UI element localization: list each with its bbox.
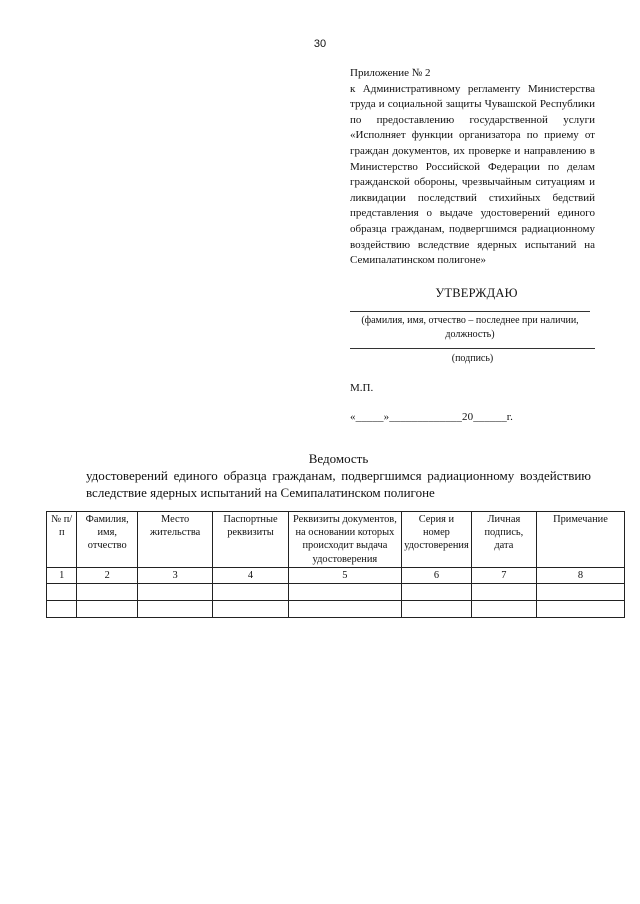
- column-header: Серия и номер удостоверения: [402, 512, 472, 568]
- column-header: Примечание: [536, 512, 624, 568]
- appendix-title: Приложение № 2: [350, 67, 431, 79]
- vedomost-title: Ведомость: [308, 451, 369, 466]
- table-cell: [213, 584, 288, 601]
- column-number: 4: [213, 567, 288, 583]
- table-cell: [137, 584, 212, 601]
- column-header: Реквизиты документов, на основании которых происходит выдача удостоверения: [288, 512, 401, 568]
- table-cell: [402, 584, 472, 601]
- column-number: 1: [47, 567, 77, 583]
- table-cell: [402, 601, 472, 618]
- column-number: 7: [471, 567, 536, 583]
- table-cell: [47, 584, 77, 601]
- name-line: [350, 311, 590, 312]
- table-cell: [288, 601, 401, 618]
- table-cell: [137, 601, 212, 618]
- column-number-row: [47, 567, 625, 583]
- column-number: 2: [77, 567, 138, 583]
- column-number: 3: [137, 567, 212, 583]
- vedomost-heading: [86, 450, 591, 501]
- table-cell: [288, 584, 401, 601]
- vedomost-subtitle: удостоверений единого образца гражданам, подвергшимся радиационному воздействию вследствие ядерных испытаний на Семипалатинском полигоне: [86, 468, 591, 500]
- column-number: 5: [288, 567, 401, 583]
- vedomost-table: [46, 511, 625, 618]
- appendix-block: [350, 66, 595, 269]
- table-cell: [213, 601, 288, 618]
- column-header: Паспортные реквизиты: [213, 512, 288, 568]
- approval-block: [350, 286, 595, 423]
- table-cell: [77, 584, 138, 601]
- table-row: [47, 584, 625, 601]
- table-cell: [47, 601, 77, 618]
- table-cell: [471, 584, 536, 601]
- table-cell: [77, 601, 138, 618]
- table-row: [47, 601, 625, 618]
- column-header: № п/п: [47, 512, 77, 568]
- approval-title: УТВЕРЖДАЮ: [435, 286, 518, 300]
- signature-caption: (подпись): [451, 353, 494, 364]
- column-header: Фамилия, имя, отчество: [77, 512, 138, 568]
- signature-line: [350, 348, 595, 349]
- table-header-row: [47, 512, 625, 568]
- name-caption: (фамилия, имя, отчество – последнее при наличии, должность): [361, 315, 579, 340]
- table-cell: [471, 601, 536, 618]
- column-number: 8: [536, 567, 624, 583]
- table-cell: [536, 584, 624, 601]
- column-header: Личная подпись, дата: [471, 512, 536, 568]
- date-line: «_____»_____________20______г.: [350, 411, 514, 423]
- table-cell: [536, 601, 624, 618]
- appendix-body: к Административному регламенту Министерства труда и социальной защиты Чувашской Республики по предоставлению государственной услуги «Исполняет функции организатора по приему от граждан документов, их проверке и направлению в Министерство Российской Федерации по делам гражданской обороны, чрезвычайным ситуациям и ликвидации последствий стихийных бедствий представления о выдаче удостоверений единого образца гражданам, подвергшимся радиационному воздействию вследствие ядерных испытаний на Семипалатинском полигоне»: [350, 82, 595, 267]
- page-number: 30: [313, 38, 327, 50]
- column-number: 6: [402, 567, 472, 583]
- seal-label: М.П.: [350, 382, 374, 394]
- column-header: Место жительства: [137, 512, 212, 568]
